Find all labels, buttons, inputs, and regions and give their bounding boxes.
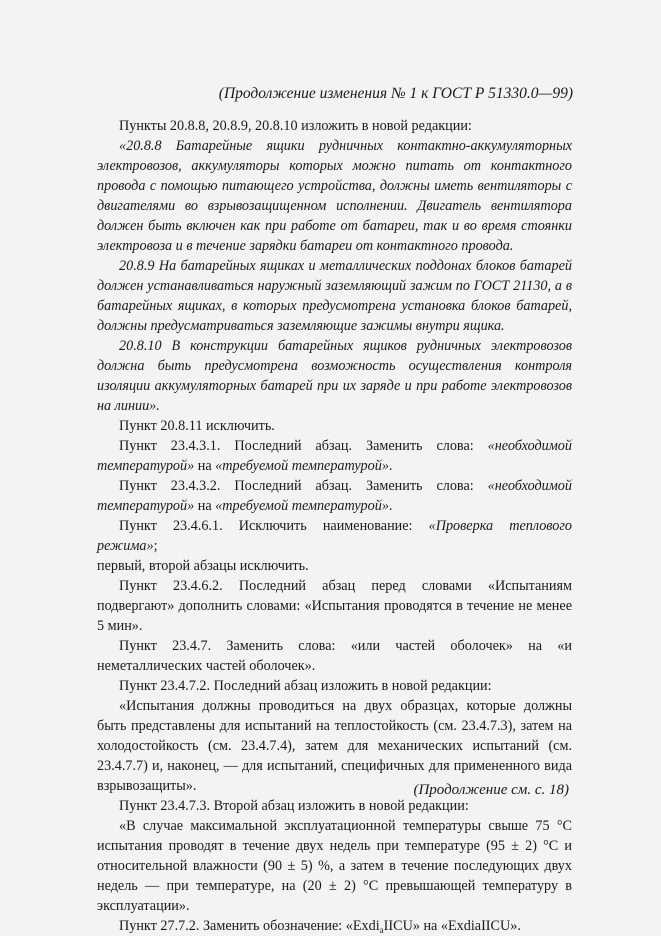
paragraph: Пункт 23.4.6.2. Последний абзац перед словами «Испытаниям подвергают» дополнить словами: «Испытания проводятся в течение не менее 5 мин». [97,578,572,634]
text-run: . [388,458,393,474]
paragraph: Пункт 23.4.7.2. Последний абзац изложить в новой редакции: [119,678,492,694]
italic-run: «требуемой температурой» [215,458,389,474]
paragraph: «20.8.8 Батарейные ящики рудничных контактно-аккумуляторных электровозов, аккумуляторы которых можно питать от контактного провода с помощью питающего устройства, должны иметь вентиляторы с двигателями во взрывозащищенном исполнении. Двигатель вентилятора должен быть включен как при работе от батареи, так и во время стоянки электровоза и в течение зарядки батареи от контактного провода. [97,138,572,254]
text-run: Пункт 23.4.6.1. Исключить наименование: [119,518,429,534]
text-run: Пункт 23.4.3.1. Последний абзац. Заменить слова: [119,438,488,454]
text-run: Пункт 23.4.3.2. Последний абзац. Заменить слова: [119,478,488,494]
page-footer: (Продолжение см. с. 18) [413,782,569,798]
text-run: Пункт 27.7.2. Заменить обозначение: «Exdi [119,918,380,934]
document-body [97,116,572,936]
text-run: . [388,498,393,514]
paragraph: 20.8.10 В конструкции батарейных ящиков рудничных электровозов должна быть предусмотрена возможность осуществления контроля изоляции аккумуляторных батарей при их заряде и при работе электровозов на линии». [97,338,572,414]
paragraph: Пункт 23.4.7. Заменить слова: «или частей оболочек» на «и неметаллических частей оболочек». [97,638,572,674]
paragraph: «В случае максимальной эксплуатационной температуры свыше 75 °С испытания проводят в течение двух недель при температуре (95 ± 2) °С и относительной влажности (90 ± 5) %, а затем в течение последующих двух недель — при температуре, на (20 ± 2) °С превышающей температуру в эксплуатации». [97,818,572,914]
text-run: на [194,498,216,514]
italic-run: «требуемой температурой» [215,498,389,514]
paragraph: «Испытания должны проводиться на двух образцах, которые должны быть представлены для испытаний на теплостойкость (см. 23.4.7.3), затем на холодостойкость (см. 23.4.7.4), затем для механических испытаний (см. 23.4.7.7) и, наконец, — для испытаний, специфичных для примененного вида взрывозащиты». [97,698,572,794]
italic-run: «Проверка теплового режима» [97,518,572,554]
paragraph: Пункты 20.8.8, 20.8.9, 20.8.10 изложить в новой редакции: [119,118,472,134]
paragraph: Пункт 20.8.11 исключить. [119,418,275,434]
text-run: IICU» на «ExdiaIICU». [383,918,521,934]
paragraph [97,476,572,516]
subscript: a [379,925,384,935]
paragraph [97,436,572,476]
paragraph: 20.8.9 На батарейных ящиках и металлических поддонах блоков батарей должен устанавливаться наружный заземляющий зажим по ГОСТ 21130, а в батарейных ящиках, в которых предусмотрена установка блоков батарей, должны предусматриваться заземляющие зажимы внутри ящика. [97,258,572,334]
page-header: (Продолжение изменения № 1 к ГОСТ Р 51330.0—99) [218,85,573,102]
paragraph [97,916,572,936]
paragraph [97,516,572,556]
text-run: ; [153,538,158,554]
italic-run: «необходимой температурой» [97,438,572,474]
paragraph: первый, второй абзацы исключить. [97,558,309,574]
italic-run: «необходимой температурой» [97,478,572,514]
paragraph: Пункт 23.4.7.3. Второй абзац изложить в новой редакции: [119,798,469,814]
text-run: на [194,458,216,474]
